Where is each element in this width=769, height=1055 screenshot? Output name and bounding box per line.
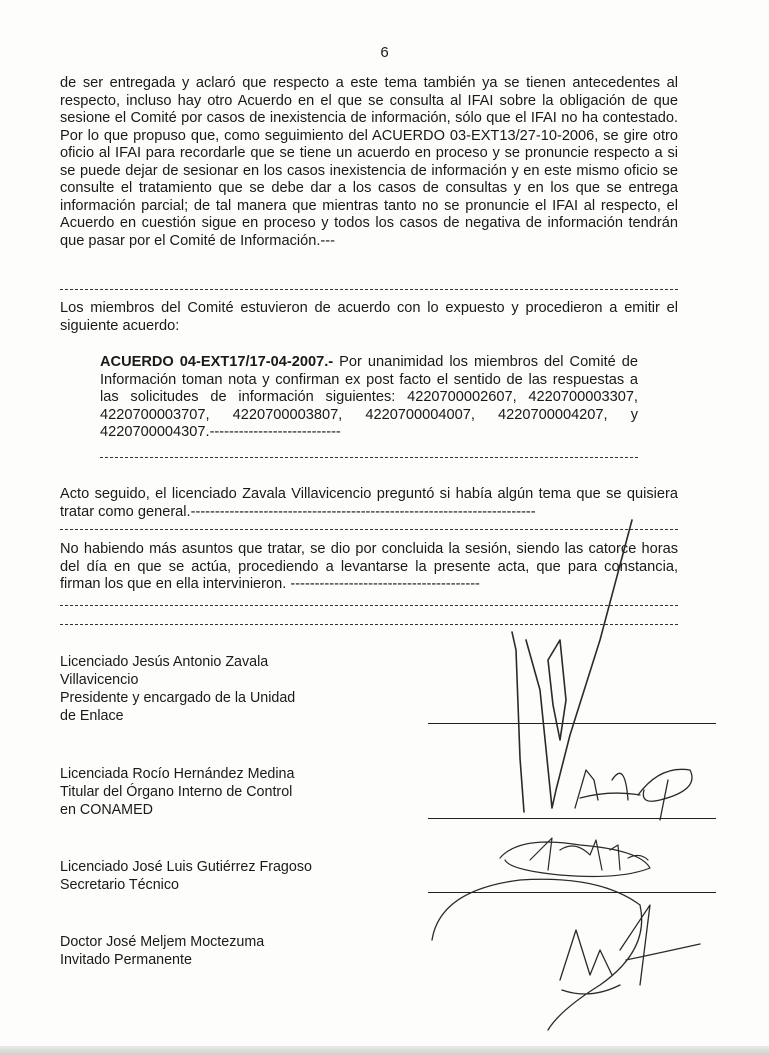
signer-name: Licenciado Jesús Antonio Zavala: [60, 654, 269, 670]
signer-name: Doctor José Meljem Moctezuma: [60, 934, 265, 950]
signer-name: Licenciado José Luis Gutiérrez Fragoso: [60, 859, 312, 875]
signer-title: Invitado Permanente: [60, 952, 192, 968]
signature-secretary: [500, 838, 650, 876]
signer-title: Titular del Órgano Interno de Control: [60, 784, 293, 800]
paragraph-session-closing: No habiendo más asuntos que tratar, se dio por concluida la sesión, siendo las catorce horas del día en que se actúa, procediendo a levantarse la presente acta, que para constancia, firman los que en ella intervinieron. ---------------------------------------: [60, 541, 678, 592]
signer-block-secretary: [60, 858, 360, 894]
dashed-separator: [60, 624, 678, 625]
signer-block-internal-control: [60, 765, 360, 819]
dashed-separator: [60, 529, 678, 530]
paragraph-ifai-proposal: de ser entregada y aclaró que respecto a este tema también ya se tienen antecedentes al respecto, incluso hay otro Acuerdo en el que se consulta al IFAI sobre la obligación de que sesione el Comité por casos de inexistencia de información, sólo que el IFAI no ha contestado. Por lo que propuso que, como seguimiento del ACUERDO 03-EXT13/27-10-2006, se gire otro oficio al IFAI para recordarle que se tiene un acuerdo en proceso y se pronuncie respecto a si se puede dejar de sesionar en los casos inexistencia de información y en este mismo oficio se consulte el tratamiento que se debe dar a los casos de consultas y en los que se entrega información parcial; de tal manera que mientras tanto no se pronuncie el IFAI al respecto, el Acuerdo en cuestión sigue en proceso y todos los casos de negativa de información tendrán que pasar por el Comité de Información.---: [60, 75, 678, 249]
signer-block-president: [60, 653, 360, 725]
dashed-separator: [60, 605, 678, 606]
agreement-text: Por unanimidad los miembros del Comité de Información toman nota y confirman ex post facto el sentido de las respuestas a las solicitudes de información siguientes: 4220700002607, 4220700003307, 4220700003707, 4220700003807, 4220700004007, 4220700004207, y 4220700004307.---------------------------: [100, 354, 638, 440]
paragraph-general-topics: Acto seguido, el licenciado Zavala Villavicencio preguntó si había algún tema que se quisiera tratar como general.-----------------------------------------------------------------------: [60, 486, 678, 520]
signature-guest: [432, 879, 700, 1030]
signer-name: Licenciada Rocío Hernández Medina: [60, 766, 295, 782]
signature-line: [428, 892, 716, 893]
dashed-separator: [100, 457, 638, 458]
signer-title: de Enlace: [60, 708, 124, 724]
agreement-number: ACUERDO 04-EXT17/17-04-2007.-: [100, 354, 334, 370]
signer-title: Secretario Técnico: [60, 877, 179, 893]
signature-line: [428, 723, 716, 724]
scan-bottom-edge: [0, 1046, 769, 1055]
signer-title: Presidente y encargado de la Unidad: [60, 690, 296, 706]
agreement-block: [100, 354, 638, 442]
page-number: 6: [380, 44, 389, 61]
signer-block-guest: [60, 933, 360, 969]
signature-line: [428, 818, 716, 819]
signature-internal-control: [575, 769, 692, 820]
paragraph-committee-agreement: Los miembros del Comité estuvieron de acuerdo con lo expuesto y procedieron a emitir el siguiente acuerdo:: [60, 300, 678, 334]
signer-title: en CONAMED: [60, 802, 153, 818]
dashed-separator: [60, 289, 678, 290]
signer-name: Villavicencio: [60, 672, 139, 688]
